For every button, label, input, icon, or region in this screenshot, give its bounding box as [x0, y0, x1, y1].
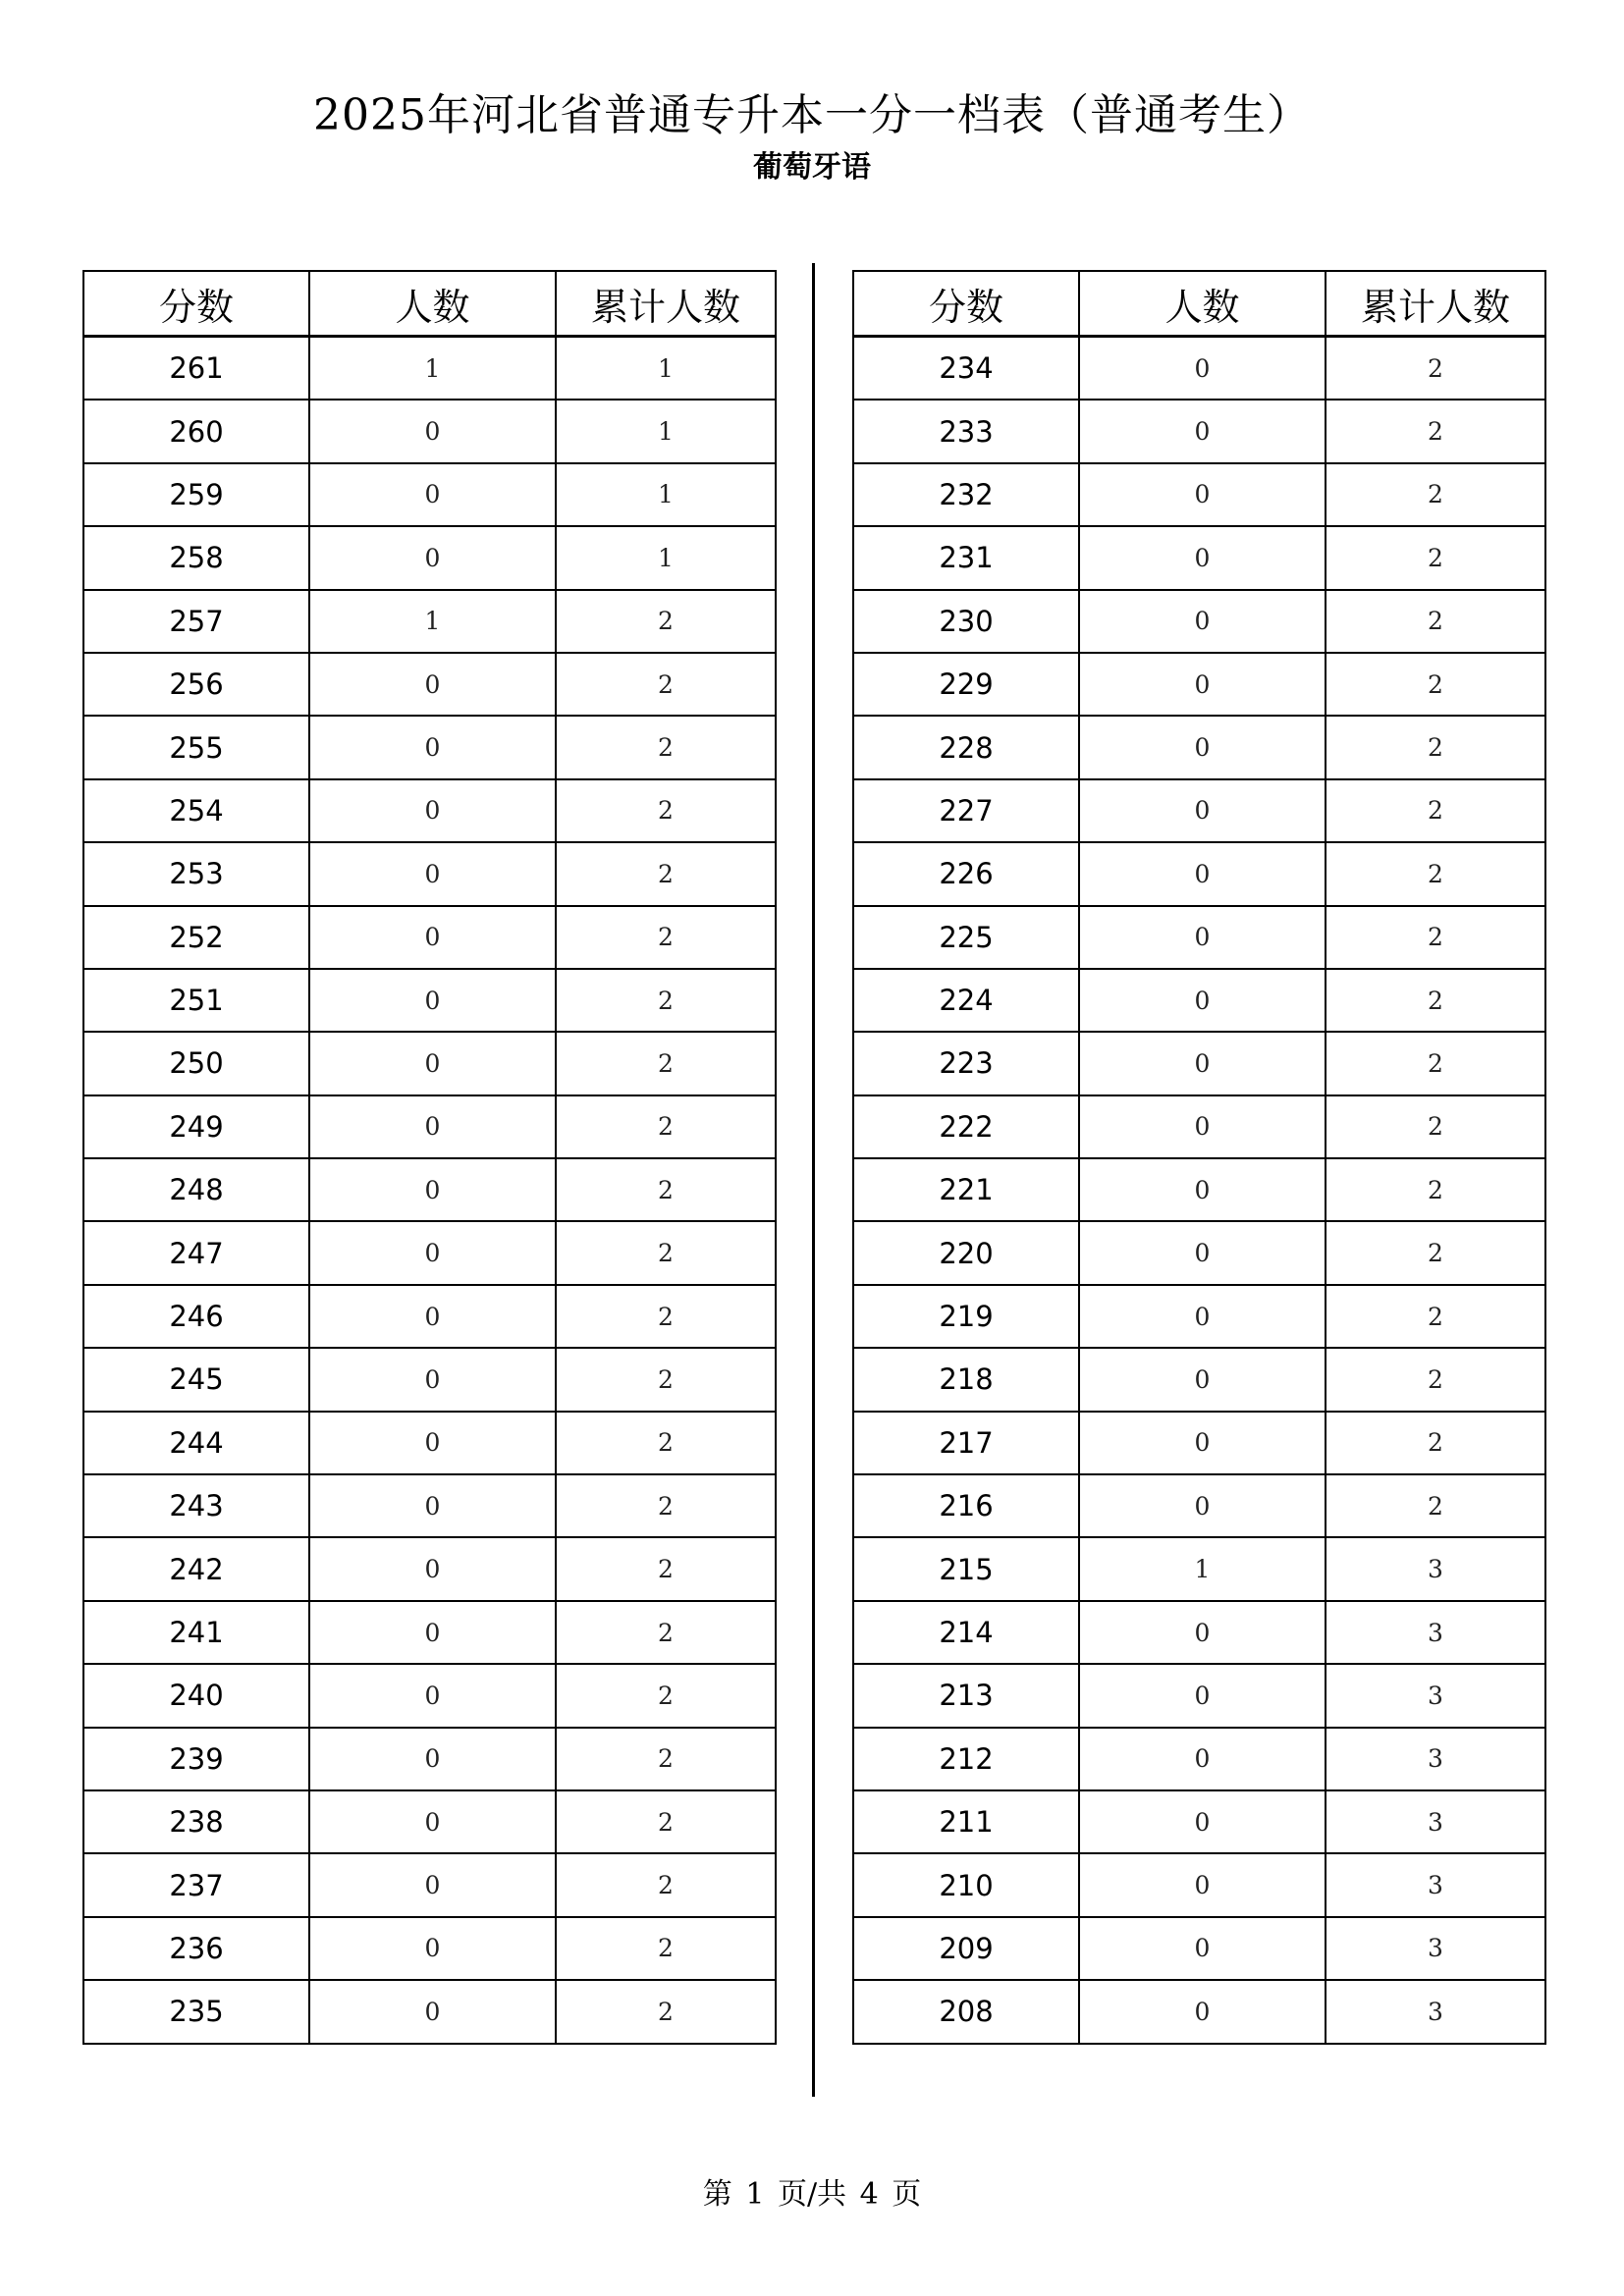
cumulative-cell: 2 [1326, 969, 1545, 1032]
cumulative-cell: 2 [556, 1032, 776, 1095]
score-cell: 231 [853, 526, 1079, 589]
count-cell: 0 [1079, 969, 1326, 1032]
score-cell: 234 [853, 337, 1079, 400]
cumulative-cell: 2 [1326, 779, 1545, 842]
score-cell: 261 [83, 337, 309, 400]
cumulative-cell: 2 [1326, 1412, 1545, 1474]
table-row [83, 337, 776, 400]
score-cell: 246 [83, 1285, 309, 1348]
score-cell: 211 [853, 1790, 1079, 1853]
table-row [853, 400, 1545, 462]
table-row [83, 1664, 776, 1727]
table-header-row [853, 271, 1545, 337]
cumulative-cell: 2 [1326, 906, 1545, 969]
cumulative-cell: 2 [1326, 1285, 1545, 1348]
page-footer: 第 1 页/共 4 页 [702, 2177, 922, 2212]
score-cell: 230 [853, 590, 1079, 653]
score-cell: 252 [83, 906, 309, 969]
count-cell: 0 [1079, 842, 1326, 905]
count-cell: 0 [1079, 1095, 1326, 1158]
count-cell: 0 [1079, 1474, 1326, 1537]
score-cell: 257 [83, 590, 309, 653]
score-cell: 220 [853, 1221, 1079, 1284]
score-cell: 222 [853, 1095, 1079, 1158]
cumulative-cell: 2 [556, 969, 776, 1032]
score-cell: 229 [853, 653, 1079, 716]
count-cell: 0 [1079, 1853, 1326, 1916]
cumulative-cell: 1 [556, 463, 776, 526]
cumulative-cell: 2 [1326, 526, 1545, 589]
score-cell: 218 [853, 1348, 1079, 1411]
table-row [853, 337, 1545, 400]
cumulative-cell: 2 [556, 1790, 776, 1853]
score-cell: 256 [83, 653, 309, 716]
count-cell: 1 [309, 590, 556, 653]
count-cell: 0 [1079, 526, 1326, 589]
table-row [83, 779, 776, 842]
table-row [853, 1221, 1545, 1284]
count-cell: 0 [309, 1980, 556, 2043]
score-cell: 247 [83, 1221, 309, 1284]
table-row [853, 1095, 1545, 1158]
table-row [853, 1348, 1545, 1411]
table-row [853, 1285, 1545, 1348]
cumulative-cell: 2 [556, 842, 776, 905]
score-cell: 251 [83, 969, 309, 1032]
score-cell: 235 [83, 1980, 309, 2043]
score-cell: 237 [83, 1853, 309, 1916]
count-cell: 0 [1079, 1348, 1326, 1411]
score-cell: 240 [83, 1664, 309, 1727]
table-row [83, 716, 776, 778]
count-cell: 0 [309, 463, 556, 526]
count-cell: 0 [309, 1412, 556, 1474]
score-cell: 219 [853, 1285, 1079, 1348]
header-score: 分数 [853, 271, 1079, 337]
table-row [83, 969, 776, 1032]
score-cell: 255 [83, 716, 309, 778]
table-row [853, 906, 1545, 969]
table-row [83, 842, 776, 905]
table-row [853, 1158, 1545, 1221]
count-cell: 0 [1079, 1158, 1326, 1221]
table-row [83, 1601, 776, 1664]
count-cell: 0 [1079, 1601, 1326, 1664]
table-row [83, 526, 776, 589]
table-row [83, 1853, 776, 1916]
score-cell: 213 [853, 1664, 1079, 1727]
count-cell: 0 [1079, 1221, 1326, 1284]
count-cell: 0 [1079, 1032, 1326, 1095]
score-cell: 258 [83, 526, 309, 589]
table-row [83, 1032, 776, 1095]
count-cell: 1 [1079, 1537, 1326, 1600]
column-divider [812, 263, 815, 2097]
table-row [853, 779, 1545, 842]
cumulative-cell: 2 [1326, 1221, 1545, 1284]
cumulative-cell: 2 [556, 1412, 776, 1474]
cumulative-cell: 2 [1326, 1032, 1545, 1095]
score-cell: 250 [83, 1032, 309, 1095]
score-cell: 212 [853, 1728, 1079, 1790]
table-row [853, 1790, 1545, 1853]
count-cell: 0 [309, 1853, 556, 1916]
cumulative-cell: 3 [1326, 1853, 1545, 1916]
cumulative-cell: 2 [556, 1728, 776, 1790]
count-cell: 0 [1079, 1412, 1326, 1474]
table-row [83, 1348, 776, 1411]
count-cell: 0 [309, 1285, 556, 1348]
cumulative-cell: 2 [556, 1537, 776, 1600]
table-row [83, 590, 776, 653]
cumulative-cell: 2 [1326, 590, 1545, 653]
cumulative-cell: 3 [1326, 1664, 1545, 1727]
count-cell: 0 [1079, 1790, 1326, 1853]
table-row [83, 1790, 776, 1853]
count-cell: 0 [309, 1095, 556, 1158]
score-cell: 232 [853, 463, 1079, 526]
table-row [853, 1664, 1545, 1727]
table-row [853, 1917, 1545, 1980]
count-cell: 0 [1079, 1980, 1326, 2043]
cumulative-cell: 2 [556, 1980, 776, 2043]
cumulative-cell: 2 [556, 1095, 776, 1158]
cumulative-cell: 3 [1326, 1601, 1545, 1664]
table-row [83, 463, 776, 526]
cumulative-cell: 2 [556, 1664, 776, 1727]
cumulative-cell: 3 [1326, 1728, 1545, 1790]
score-cell: 216 [853, 1474, 1079, 1537]
count-cell: 0 [309, 716, 556, 778]
count-cell: 0 [1079, 590, 1326, 653]
score-cell: 254 [83, 779, 309, 842]
count-cell: 0 [309, 1474, 556, 1537]
header-count: 人数 [309, 271, 556, 337]
cumulative-cell: 2 [556, 1474, 776, 1537]
count-cell: 0 [309, 653, 556, 716]
cumulative-cell: 3 [1326, 1790, 1545, 1853]
table-row [853, 1474, 1545, 1537]
table-row [83, 1095, 776, 1158]
count-cell: 0 [1079, 1728, 1326, 1790]
score-cell: 225 [853, 906, 1079, 969]
cumulative-cell: 2 [1326, 1095, 1545, 1158]
cumulative-cell: 2 [556, 779, 776, 842]
cumulative-cell: 2 [556, 1348, 776, 1411]
count-cell: 0 [1079, 463, 1326, 526]
count-cell: 0 [309, 1790, 556, 1853]
count-cell: 0 [309, 1348, 556, 1411]
count-cell: 0 [309, 779, 556, 842]
score-cell: 226 [853, 842, 1079, 905]
table-row [853, 590, 1545, 653]
cumulative-cell: 2 [556, 1285, 776, 1348]
score-cell: 253 [83, 842, 309, 905]
cumulative-cell: 2 [556, 1158, 776, 1221]
count-cell: 0 [1079, 1917, 1326, 1980]
score-cell: 227 [853, 779, 1079, 842]
table-body-right [853, 337, 1545, 2044]
count-cell: 0 [309, 1537, 556, 1600]
cumulative-cell: 2 [1326, 1158, 1545, 1221]
table-row [83, 1474, 776, 1537]
score-cell: 236 [83, 1917, 309, 1980]
table-row [853, 1537, 1545, 1600]
cumulative-cell: 2 [556, 716, 776, 778]
count-cell: 0 [1079, 653, 1326, 716]
table-row [853, 1728, 1545, 1790]
header-cumulative: 累计人数 [556, 271, 776, 337]
cumulative-cell: 2 [1326, 1348, 1545, 1411]
score-cell: 245 [83, 1348, 309, 1411]
score-cell: 242 [83, 1537, 309, 1600]
table-row [853, 463, 1545, 526]
count-cell: 0 [1079, 779, 1326, 842]
score-cell: 260 [83, 400, 309, 462]
cumulative-cell: 2 [556, 906, 776, 969]
cumulative-cell: 2 [1326, 716, 1545, 778]
cumulative-cell: 2 [1326, 400, 1545, 462]
table-row [83, 1917, 776, 1980]
count-cell: 0 [309, 1032, 556, 1095]
count-cell: 0 [1079, 400, 1326, 462]
table-row [853, 653, 1545, 716]
score-table-right [852, 270, 1546, 2045]
score-cell: 217 [853, 1412, 1079, 1474]
table-row [83, 1221, 776, 1284]
count-cell: 0 [1079, 716, 1326, 778]
score-cell: 208 [853, 1980, 1079, 2043]
count-cell: 0 [309, 906, 556, 969]
score-cell: 248 [83, 1158, 309, 1221]
score-cell: 244 [83, 1412, 309, 1474]
cumulative-cell: 2 [556, 653, 776, 716]
count-cell: 0 [309, 1158, 556, 1221]
cumulative-cell: 3 [1326, 1537, 1545, 1600]
score-cell: 238 [83, 1790, 309, 1853]
cumulative-cell: 3 [1326, 1980, 1545, 2043]
cumulative-cell: 2 [556, 1221, 776, 1284]
cumulative-cell: 2 [1326, 1474, 1545, 1537]
count-cell: 0 [309, 1728, 556, 1790]
table-row [83, 400, 776, 462]
score-cell: 249 [83, 1095, 309, 1158]
cumulative-cell: 1 [556, 400, 776, 462]
page-title: 2025年河北省普通专升本一分一档表（普通考生） [313, 90, 1311, 140]
table-row [83, 1285, 776, 1348]
table-row [83, 653, 776, 716]
count-cell: 0 [309, 969, 556, 1032]
table-row [853, 1032, 1545, 1095]
cumulative-cell: 2 [556, 1917, 776, 1980]
score-table-left [82, 270, 777, 2045]
header-count: 人数 [1079, 271, 1326, 337]
count-cell: 0 [1079, 1285, 1326, 1348]
table-header-row [83, 271, 776, 337]
table-row [83, 1412, 776, 1474]
score-cell: 228 [853, 716, 1079, 778]
score-cell: 224 [853, 969, 1079, 1032]
cumulative-cell: 1 [556, 337, 776, 400]
score-cell: 210 [853, 1853, 1079, 1916]
count-cell: 0 [1079, 337, 1326, 400]
score-cell: 221 [853, 1158, 1079, 1221]
score-cell: 243 [83, 1474, 309, 1537]
score-cell: 233 [853, 400, 1079, 462]
count-cell: 0 [309, 842, 556, 905]
cumulative-cell: 3 [1326, 1917, 1545, 1980]
subject-subtitle: 葡萄牙语 [753, 150, 871, 185]
table-row [853, 1980, 1545, 2043]
score-cell: 239 [83, 1728, 309, 1790]
table-row [853, 716, 1545, 778]
table-row [853, 1601, 1545, 1664]
table-row [853, 526, 1545, 589]
table-row [83, 1537, 776, 1600]
count-cell: 0 [1079, 906, 1326, 969]
table-row [853, 842, 1545, 905]
score-cell: 223 [853, 1032, 1079, 1095]
cumulative-cell: 2 [556, 1601, 776, 1664]
table-row [83, 906, 776, 969]
cumulative-cell: 2 [1326, 653, 1545, 716]
score-cell: 259 [83, 463, 309, 526]
score-cell: 215 [853, 1537, 1079, 1600]
count-cell: 0 [309, 1664, 556, 1727]
table-row [853, 1853, 1545, 1916]
table-row [853, 969, 1545, 1032]
cumulative-cell: 2 [556, 590, 776, 653]
cumulative-cell: 2 [1326, 842, 1545, 905]
score-cell: 241 [83, 1601, 309, 1664]
count-cell: 0 [1079, 1664, 1326, 1727]
cumulative-cell: 2 [1326, 463, 1545, 526]
table-row [853, 1412, 1545, 1474]
cumulative-cell: 2 [556, 1853, 776, 1916]
table-row [83, 1980, 776, 2043]
count-cell: 0 [309, 400, 556, 462]
count-cell: 0 [309, 1601, 556, 1664]
header-cumulative: 累计人数 [1326, 271, 1545, 337]
cumulative-cell: 1 [556, 526, 776, 589]
count-cell: 0 [309, 1917, 556, 1980]
count-cell: 0 [309, 1221, 556, 1284]
count-cell: 0 [309, 526, 556, 589]
header-score: 分数 [83, 271, 309, 337]
table-row [83, 1158, 776, 1221]
score-cell: 209 [853, 1917, 1079, 1980]
table-body-left [83, 337, 776, 2044]
count-cell: 1 [309, 337, 556, 400]
table-row [83, 1728, 776, 1790]
score-cell: 214 [853, 1601, 1079, 1664]
cumulative-cell: 2 [1326, 337, 1545, 400]
